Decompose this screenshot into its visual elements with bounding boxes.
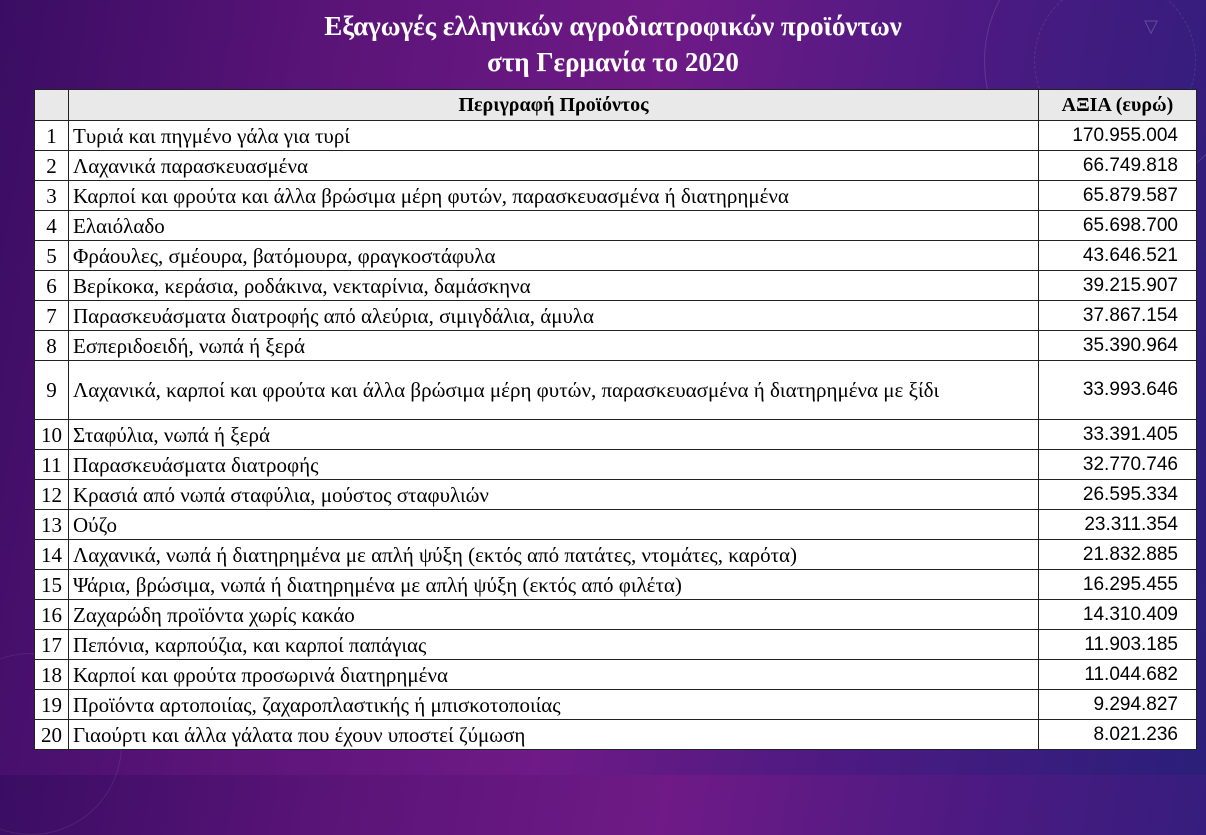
row-index: 12 — [35, 480, 69, 510]
row-description: Λαχανικά παρασκευασμένα — [69, 151, 1039, 181]
row-index: 19 — [35, 690, 69, 720]
row-index: 17 — [35, 630, 69, 660]
row-index: 11 — [35, 450, 69, 480]
row-description: Καρποί και φρούτα προσωρινά διατηρημένα — [69, 660, 1039, 690]
row-value: 37.867.154 — [1039, 301, 1197, 331]
table-row — [35, 301, 1197, 331]
table-row — [35, 600, 1197, 630]
row-description: Πεπόνια, καρπούζια, και καρποί παπάγιας — [69, 630, 1039, 660]
table-row — [35, 151, 1197, 181]
row-description: Κρασιά από νωπά σταφύλια, μούστος σταφυλιών — [69, 480, 1039, 510]
row-value: 26.595.334 — [1039, 480, 1197, 510]
row-index: 16 — [35, 600, 69, 630]
table-row — [35, 480, 1197, 510]
table-row — [35, 690, 1197, 720]
row-index: 1 — [35, 121, 69, 151]
row-index: 7 — [35, 301, 69, 331]
table-row — [35, 630, 1197, 660]
row-index: 5 — [35, 241, 69, 271]
row-value: 32.770.746 — [1039, 450, 1197, 480]
row-value: 9.294.827 — [1039, 690, 1197, 720]
row-value: 33.993.646 — [1039, 361, 1197, 420]
row-description: Ψάρια, βρώσιμα, νωπά ή διατηρημένα με απλή ψύξη (εκτός από φιλέτα) — [69, 570, 1039, 600]
table-row — [35, 570, 1197, 600]
row-description: Λαχανικά, καρποί και φρούτα και άλλα βρώσιμα μέρη φυτών, παρασκευασμένα ή διατηρημένα με ξίδι — [69, 361, 1039, 420]
table-row — [35, 121, 1197, 151]
row-description: Καρποί και φρούτα και άλλα βρώσιμα μέρη φυτών, παρασκευασμένα ή διατηρημένα — [69, 181, 1039, 211]
row-description: Ελαιόλαδο — [69, 211, 1039, 241]
row-description: Φράουλες, σμέουρα, βατόμουρα, φραγκοστάφυλα — [69, 241, 1039, 271]
table-row — [35, 450, 1197, 480]
table-row — [35, 720, 1197, 750]
row-description: Σταφύλια, νωπά ή ξερά — [69, 420, 1039, 450]
table-row — [35, 181, 1197, 211]
row-value: 23.311.354 — [1039, 510, 1197, 540]
row-index: 14 — [35, 540, 69, 570]
row-value: 35.390.964 — [1039, 331, 1197, 361]
row-value: 39.215.907 — [1039, 271, 1197, 301]
row-description: Ούζο — [69, 510, 1039, 540]
row-description: Τυριά και πηγμένο γάλα για τυρί — [69, 121, 1039, 151]
table-row — [35, 271, 1197, 301]
row-description: Λαχανικά, νωπά ή διατηρημένα με απλή ψύξη (εκτός από πατάτες, ντομάτες, καρότα) — [69, 540, 1039, 570]
row-index: 6 — [35, 271, 69, 301]
row-index: 8 — [35, 331, 69, 361]
row-index: 4 — [35, 211, 69, 241]
row-description: Ζαχαρώδη προϊόντα χωρίς κακάο — [69, 600, 1039, 630]
row-index: 20 — [35, 720, 69, 750]
header-description: Περιγραφή Προϊόντος — [69, 90, 1039, 121]
table-row — [35, 510, 1197, 540]
row-description: Προϊόντα αρτοποιίας, ζαχαροπλαστικής ή μπισκοτοποιίας — [69, 690, 1039, 720]
row-index: 18 — [35, 660, 69, 690]
row-description: Βερίκοκα, κεράσια, ροδάκινα, νεκταρίνια, δαμάσκηνα — [69, 271, 1039, 301]
row-description: Παρασκευάσματα διατροφής από αλεύρια, σιμιγδάλια, άμυλα — [69, 301, 1039, 331]
table-row — [35, 211, 1197, 241]
slide-title — [0, 8, 1206, 80]
row-index: 3 — [35, 181, 69, 211]
title-line-1: Εξαγωγές ελληνικών αγροδιατροφικών προϊόντων — [324, 11, 902, 41]
triangle-icon: ▽ — [1144, 16, 1158, 36]
table-header-row — [35, 90, 1197, 121]
header-index — [35, 90, 69, 121]
table-row — [35, 420, 1197, 450]
row-value: 66.749.818 — [1039, 151, 1197, 181]
row-index: 13 — [35, 510, 69, 540]
row-index: 9 — [35, 361, 69, 420]
header-value: ΑΞΙΑ (ευρώ) — [1039, 90, 1197, 121]
row-index: 2 — [35, 151, 69, 181]
row-value: 14.310.409 — [1039, 600, 1197, 630]
table-row — [35, 660, 1197, 690]
title-line-2: στη Γερμανία το 2020 — [487, 47, 739, 77]
row-value: 33.391.405 — [1039, 420, 1197, 450]
row-value: 16.295.455 — [1039, 570, 1197, 600]
row-index: 10 — [35, 420, 69, 450]
row-value: 8.021.236 — [1039, 720, 1197, 750]
row-description: Γιαούρτι και άλλα γάλατα που έχουν υποστεί ζύμωση — [69, 720, 1039, 750]
row-description: Εσπεριδοειδή, νωπά ή ξερά — [69, 331, 1039, 361]
table-row — [35, 361, 1197, 420]
row-value: 11.903.185 — [1039, 630, 1197, 660]
row-value: 65.879.587 — [1039, 181, 1197, 211]
exports-table — [34, 89, 1197, 750]
row-index: 15 — [35, 570, 69, 600]
row-description: Παρασκευάσματα διατροφής — [69, 450, 1039, 480]
row-value: 65.698.700 — [1039, 211, 1197, 241]
row-value: 170.955.004 — [1039, 121, 1197, 151]
row-value: 11.044.682 — [1039, 660, 1197, 690]
table-row — [35, 331, 1197, 361]
table-row — [35, 241, 1197, 271]
row-value: 21.832.885 — [1039, 540, 1197, 570]
table-row — [35, 540, 1197, 570]
row-value: 43.646.521 — [1039, 241, 1197, 271]
